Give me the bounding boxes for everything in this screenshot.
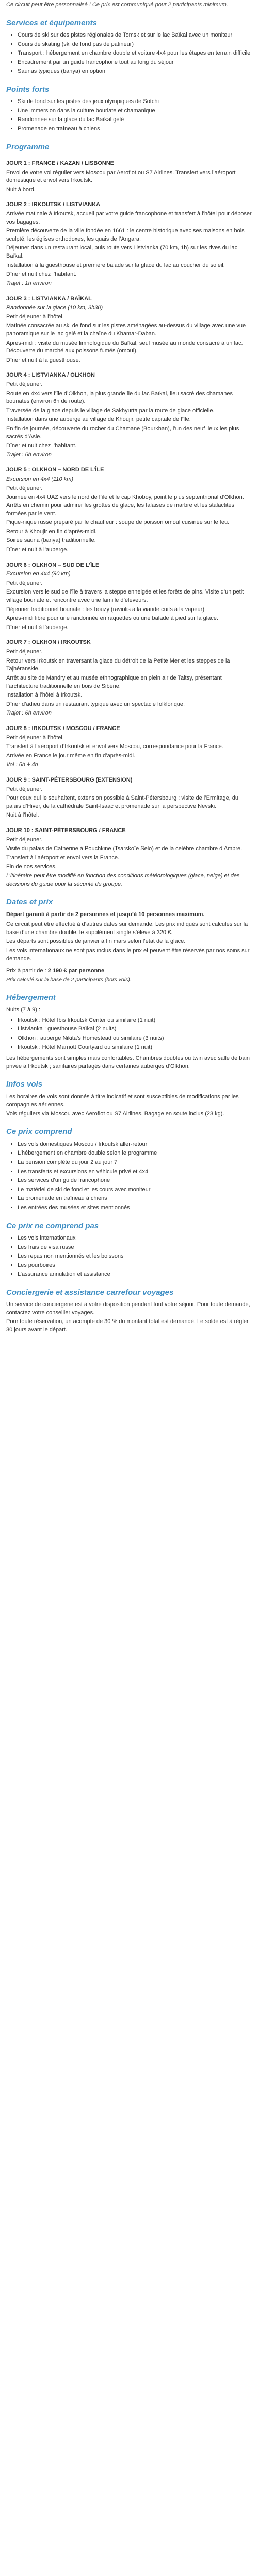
list-item: • Randonnée sur la glace du lac Baïkal gelé: [18, 116, 252, 124]
program-day: [6, 466, 252, 554]
price-value: 2 190 € par personne: [47, 968, 105, 974]
day-paragraph: Petit déjeuner.: [6, 381, 43, 387]
hebergement-text: Les hébergements sont simples mais confortables. Chambres doubles ou twin avec salle de bain privée à Irkoutsk ; sanitaires partagés dans certaines auberges d’Olkhon.: [6, 1055, 250, 1070]
day-paragraph: Dîner et nuit à l’auberge.: [6, 546, 69, 553]
day-paragraph: Installation à la guesthouse et première balade sur la glace du lac au coucher du soleil.: [6, 262, 225, 268]
list-item: • Les vols domestiques Moscou / Irkoutsk aller-retour: [18, 1141, 252, 1149]
day-subtitle: Randonnée sur la glace (10 km, 3h30): [6, 304, 103, 311]
day-paragraph: Arrivée en France le jour même en fin d’après-midi.: [6, 752, 136, 759]
day-duration: Trajet : 6h environ: [6, 451, 52, 458]
day-paragraph: Retour à Khoujir en fin d’après-midi.: [6, 528, 97, 535]
conciergerie-text: Un service de conciergerie est à votre disposition pendant tout votre séjour. Pour toute demande, contactez votre conseiller voyages.: [6, 1301, 250, 1316]
day-title: JOUR 6 : OLKHON – SUD DE L’ÎLE: [6, 562, 100, 568]
list-item: • Irkoutsk : Hôtel Marriott Courtyard ou similaire (1 nuit): [18, 1044, 252, 1052]
day-paragraph: Nuit à l’hôtel.: [6, 812, 39, 819]
price-label: Prix à partir de :: [6, 968, 46, 974]
hebergement-title: Hébergement: [6, 993, 56, 1002]
day-paragraph: Pour ceux qui le souhaitent, extension possible à Saint-Pétersbourg : visite de l’Ermitage, du palais d’Hiver, de la cathédrale Saint-Isaac et promenade sur la perspective Nevski.: [6, 795, 239, 809]
list-item: • Les transferts et excursions en véhicule privé et 4x4: [18, 1168, 252, 1176]
day-paragraph: Nuit à bord.: [6, 186, 36, 193]
day-paragraph: Dîner d’adieu dans un restaurant typique avec un spectacle folklorique.: [6, 701, 185, 707]
list-item: • Cours de skating (ski de fond pas de patineur): [18, 41, 252, 49]
program-day: [6, 201, 252, 287]
day-title: JOUR 3 : LISTVIANKA / BAÏKAL: [6, 295, 92, 302]
day-paragraph: Visite du palais de Catherine à Pouchkine (Tsarskoïe Selo) et de la célèbre chambre d’Ambre.: [6, 845, 243, 852]
services-list: [6, 31, 252, 76]
programme-title: Programme: [6, 142, 50, 151]
day-paragraph: Transfert à l’aéroport et envol vers la France.: [6, 854, 120, 861]
hebergement-intro: Nuits (7 à 9) :: [6, 1007, 41, 1013]
list-item: • Ski de fond sur les pistes des jeux olympiques de Sotchi: [18, 98, 252, 106]
conciergerie-title: Conciergerie et assistance carrefour voyages: [6, 1287, 174, 1297]
day-paragraph: Petit déjeuner à l’hôtel.: [6, 734, 64, 741]
day-paragraph: Matinée consacrée au ski de fond sur les pistes aménagées au-dessus du village avec une vue panoramique sur le lac gelé et la chaîne du Khamar-Daban.: [6, 323, 246, 337]
day-title: JOUR 9 : SAINT-PÉTERSBOURG (EXTENSION): [6, 776, 133, 783]
infos-text: Les horaires de vols sont donnés à titre indicatif et sont susceptibles de modifications par les compagnies aériennes.: [6, 1093, 239, 1108]
inclus-title: Ce prix comprend: [6, 1127, 72, 1137]
noninclus-list: [6, 1234, 252, 1279]
day-paragraph: Fin de nos services.: [6, 863, 57, 870]
day-title: JOUR 5 : OLKHON – NORD DE L’ÎLE: [6, 467, 104, 473]
program-day: [6, 295, 252, 365]
noninclus-title: Ce prix ne comprend pas: [6, 1221, 99, 1230]
day-title: JOUR 1 : FRANCE / KAZAN / LISBONNE: [6, 160, 115, 166]
program-day: [6, 639, 252, 717]
list-item: • Irkoutsk : Hôtel Ibis Irkoutsk Center ou similaire (1 nuit): [18, 1016, 252, 1025]
list-item: • Les repas non mentionnés et les boissons: [18, 1252, 252, 1261]
day-title: JOUR 10 : SAINT-PÉTERSBOURG / FRANCE: [6, 827, 126, 834]
day-paragraph: Installation dans une auberge au village de Khoujir, petite capitale de l’île.: [6, 416, 191, 423]
intro-text: Ce circuit peut être personnalisé ! Ce prix est communiqué pour 2 participants minimum.: [6, 2, 228, 8]
programme-note: L’itinéraire peut être modifié en fonction des conditions météorologiques (glace, neige) et des décisions du guide pour la sécurité du groupe.: [6, 873, 240, 887]
list-item: • Les pourboires: [18, 1262, 252, 1270]
list-item: • Cours de ski sur des pistes régionales de Tomsk et sur le lac Baïkal avec un moniteur: [18, 31, 252, 40]
day-paragraph: Dîner et nuit à la guesthouse.: [6, 357, 80, 363]
dates-title: Dates et prix: [6, 897, 53, 907]
list-item: • La promenade en traîneau à chiens: [18, 1195, 252, 1203]
day-paragraph: Pique-nique russe préparé par le chauffeur : soupe de poisson omoul cuisinée sur le feu.: [6, 519, 230, 526]
day-title: JOUR 2 : IRKOUTSK / LISTVIANKA: [6, 201, 101, 208]
list-item: • Olkhon : auberge Nikita’s Homestead ou similaire (3 nuits): [18, 1035, 252, 1043]
list-item: • Les frais de visa russe: [18, 1244, 252, 1252]
list-item: • L’assurance annulation et assistance: [18, 1270, 252, 1279]
day-paragraph: Envol de votre vol régulier vers Moscou par Aeroflot ou S7 Airlines. Transfert vers l’aéroport domestique et envol vers Irkoutsk.: [6, 169, 236, 184]
program-day: [6, 827, 252, 871]
day-paragraph: Soirée sauna (banya) traditionnelle.: [6, 537, 96, 544]
hebergement-list: [6, 1016, 252, 1052]
list-item: • Le matériel de ski de fond et les cours avec moniteur: [18, 1186, 252, 1194]
day-paragraph: Petit déjeuner.: [6, 836, 43, 843]
list-item: • Les vols internationaux: [18, 1234, 252, 1243]
day-paragraph: En fin de journée, découverte du rocher du Chamane (Bourkhan), l’un des neuf lieux les plus sacrés d’Asie.: [6, 426, 239, 440]
list-item: • Promenade en traîneau à chiens: [18, 125, 252, 133]
dates-warning: Départ garanti à partir de 2 personnes et jusqu’à 10 personnes maximum.: [6, 911, 205, 918]
dates-text: Ce circuit peut être effectué à d’autres dates sur demande. Les prix indiqués sont calculés sur la base d’une chambre double, le supplément single s’élève à 320 €.: [6, 921, 248, 936]
program-day: [6, 562, 252, 632]
day-duration: Trajet : 6h environ: [6, 710, 52, 717]
program-day: [6, 160, 252, 194]
dates-text: Les vols internationaux ne sont pas inclus dans le prix et peuvent être réservés par nos soins sur demande.: [6, 947, 250, 962]
day-paragraph: Après-midi : visite du musée limnologique du Baïkal, seul musée au monde consacré à un lac. Découverte du marché aux poissons fumés (omoul).: [6, 340, 243, 354]
list-item: • Saunas typiques (banya) en option: [18, 67, 252, 76]
day-title: JOUR 4 : LISTVIANKA / OLKHON: [6, 372, 95, 379]
day-paragraph: Dîner et nuit à l’auberge.: [6, 624, 69, 631]
program-day: [6, 776, 252, 820]
day-duration: Vol : 6h + 4h: [6, 761, 38, 768]
list-item: • L’hébergement en chambre double selon le programme: [18, 1149, 252, 1158]
price-line: [6, 967, 252, 975]
day-paragraph: Déjeuner dans un restaurant local, puis route vers Listvianka (70 km, 1h) sur les rives du lac Baïkal.: [6, 245, 238, 260]
day-paragraph: Route en 4x4 vers l’île d’Olkhon, la plus grande île du lac Baïkal, lieu sacré des chamanes bouriates (environ 6h de route).: [6, 390, 233, 405]
day-paragraph: Dîner et nuit chez l’habitant.: [6, 271, 77, 278]
day-paragraph: Excursion vers le sud de l’île à travers la steppe enneigée et les forêts de pins. Visite d’un petit village bouriate et rencontre avec une famille d’éleveurs.: [6, 589, 244, 604]
price-note: Prix calculé sur la base de 2 participants (hors vols).: [6, 976, 132, 983]
day-paragraph: Petit déjeuner.: [6, 649, 43, 655]
infos-text: Vols réguliers via Moscou avec Aeroflot ou S7 Airlines. Bagage en soute inclus (23 kg).: [6, 1110, 224, 1117]
day-title: JOUR 8 : IRKOUTSK / MOSCOU / FRANCE: [6, 725, 120, 732]
programme-days: [6, 160, 252, 871]
infos-title: Infos vols: [6, 1080, 43, 1089]
dates-text: Les départs sont possibles de janvier à fin mars selon l’état de la glace.: [6, 938, 186, 945]
day-paragraph: Transfert à l’aéroport d’Irkoutsk et envol vers Moscou, correspondance pour la France.: [6, 743, 223, 750]
day-paragraph: Déjeuner traditionnel bouriate : les bouzy (raviolis à la viande cuits à la vapeur).: [6, 606, 206, 613]
list-item: • Une immersion dans la culture bouriate et chamanique: [18, 107, 252, 115]
points-list: [6, 98, 252, 133]
day-duration: Trajet : 1h environ: [6, 280, 52, 286]
services-title: Services et équipements: [6, 18, 97, 27]
list-item: • Les entrées des musées et sites mentionnés: [18, 1204, 252, 1212]
day-paragraph: Petit déjeuner.: [6, 580, 43, 586]
day-paragraph: Arrivée matinale à Irkoutsk, accueil par votre guide francophone et transfert à l’hôtel pour déposer vos bagages.: [6, 211, 252, 225]
day-title: JOUR 7 : OLKHON / IRKOUTSK: [6, 639, 91, 646]
list-item: • Listvianka : guesthouse Baïkal (2 nuits): [18, 1025, 252, 1033]
list-item: • Encadrement par un guide francophone tout au long du séjour: [18, 59, 252, 67]
day-paragraph: Dîner et nuit chez l’habitant.: [6, 443, 77, 449]
day-subtitle: Excursion en 4x4 (110 km): [6, 476, 74, 483]
list-item: • Les services d’un guide francophone: [18, 1177, 252, 1185]
day-paragraph: Journée en 4x4 UAZ vers le nord de l’île et le cap Khoboy, point le plus septentrional d’Olkhon. Arrêts en chemin pour admirer les grottes de glace, les falaises de marbre et les stalactites formées par le vent.: [6, 494, 244, 517]
day-paragraph: Après-midi libre pour une randonnée en raquettes ou une balade à pied sur la glace.: [6, 615, 218, 622]
day-subtitle: Excursion en 4x4 (90 km): [6, 571, 71, 578]
day-paragraph: Première découverte de la ville fondée en 1661 : le centre historique avec ses maisons en bois sculpté, les églises orthodoxes, les quais de l’Angara.: [6, 228, 245, 242]
list-item: • La pension complète du jour 2 au jour 7: [18, 1159, 252, 1167]
day-paragraph: Petit déjeuner à l’hôtel.: [6, 313, 64, 320]
day-paragraph: Installation à l’hôtel à Irkoutsk.: [6, 692, 83, 699]
day-paragraph: Petit déjeuner.: [6, 485, 43, 492]
day-paragraph: Arrêt au site de Mandry et au musée ethnographique en plein air de Taltsy, présentant l’architecture traditionnelle en bois de Sibérie.: [6, 674, 222, 689]
day-paragraph: Retour vers Irkoutsk en traversant la glace du détroit de la Petite Mer et les steppes de la Tajhéranskie.: [6, 657, 230, 672]
program-day: [6, 725, 252, 769]
inclus-list: [6, 1141, 252, 1212]
points-title: Points forts: [6, 84, 50, 94]
list-item: • Transport : hébergement en chambre double et voiture 4x4 pour les étapes en terrain difficile: [18, 49, 252, 58]
program-day: [6, 371, 252, 459]
conciergerie-text: Pour toute réservation, un acompte de 30 % du montant total est demandé. Le solde est à régler 30 jours avant le départ.: [6, 1318, 249, 1333]
day-paragraph: Traversée de la glace depuis le village de Sakhyurta par la route de glace officielle.: [6, 407, 215, 414]
day-paragraph: Petit déjeuner.: [6, 786, 43, 792]
